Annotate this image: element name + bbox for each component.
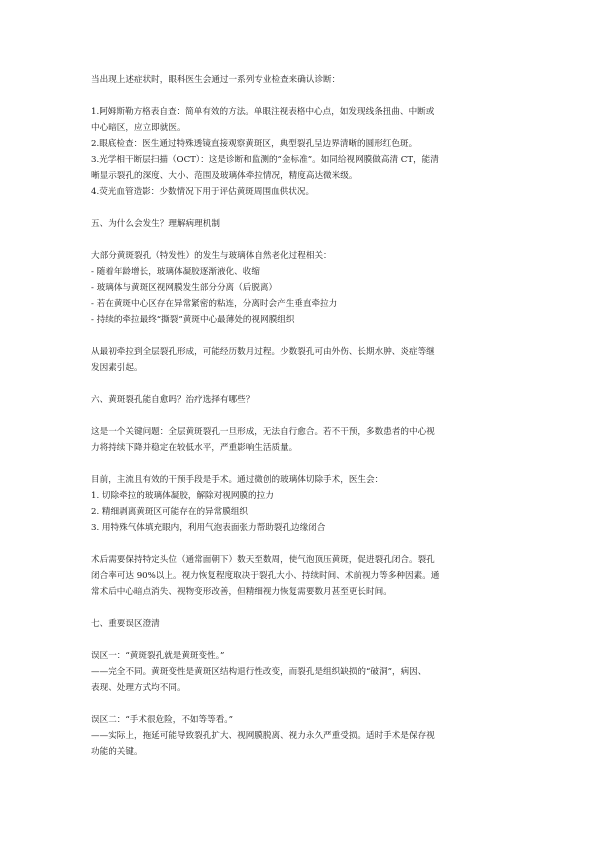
section-6-paragraph-2-line-3: 常术后中心暗点消失、视物变形改善，但精细视力恢复需要数月甚至更长时间。 xyxy=(91,587,392,597)
bullet-item: - 随着年龄增长，玻璃体凝胶逐渐液化、收缩 xyxy=(91,267,260,277)
section-5-paragraph-line-2: 发因素引起。 xyxy=(91,363,143,373)
spacer xyxy=(91,696,509,712)
exam-item-1-line-2: 中心暗区，应立即就医。 xyxy=(91,123,186,133)
myth-2-answer-line-2: 功能的关键。 xyxy=(91,747,143,757)
section-6-lead: 目前，主流且有效的干预手段是手术。通过微创的玻璃体切除手术，医生会： xyxy=(91,475,384,485)
bullet-item: - 玻璃体与黄斑区视网膜发生部分分离（后脱离） xyxy=(91,283,278,293)
section-6-paragraph-1-line-1: 这是一个关键问题：全层黄斑裂孔一旦形成，无法自行愈合。若不干预，多数患者的中心视 xyxy=(91,427,435,437)
exam-item-2: 2.眼底检查：医生通过特殊透镜直接观察黄斑区，典型裂孔呈边界清晰的圆形红色斑。 xyxy=(91,139,418,149)
surgery-step-list xyxy=(91,488,509,536)
section-5-lead: 大部分黄斑裂孔（特发性）的发生与玻璃体自然老化过程相关： xyxy=(91,251,332,261)
section-5-paragraph-line-1: 从最初牵拉到全层裂孔形成，可能经历数月过程。少数裂孔可由外伤、长期水肿、炎症等继 xyxy=(91,347,435,357)
section-6-heading: 六、黄斑裂孔能自愈吗？治疗选择有哪些？ xyxy=(91,395,255,405)
myth-1-answer-line-1: ——完全不同。黄斑变性是黄斑区结构退行性改变，而裂孔是组织缺损的“破洞”，病因、 xyxy=(91,667,427,677)
myth-2-answer-line-1: ——实际上，拖延可能导致裂孔扩大、视网膜脱离、视力永久严重受损。适时手术是保存视 xyxy=(91,731,435,741)
bullet-item: - 若在黄斑中心区存在异常紧密的粘连，分离时会产生垂直牵拉力 xyxy=(91,299,338,309)
myth-2-title: 误区二：“手术很危险，不如等等看。” xyxy=(91,715,233,725)
section-6-paragraph-2-line-1: 术后需要保持特定头位（通常面朝下）数天至数周，使气泡顶压黄斑，促进裂孔闭合。裂孔 xyxy=(91,555,435,565)
myth-1-title: 误区一：“黄斑裂孔就是黄斑变性。” xyxy=(91,651,225,661)
spacer xyxy=(91,600,509,616)
spacer xyxy=(91,376,509,392)
surgery-step: 3. 用特殊气体填充眼内，利用气泡表面张力帮助裂孔边缘闭合 xyxy=(91,523,326,533)
intro-paragraph: 当出现上述症状时，眼科医生会通过一系列专业检查来确认诊断： xyxy=(91,75,341,85)
spacer xyxy=(91,200,509,216)
section-6-paragraph-1-line-2: 力将持续下降并稳定在较低水平，严重影响生活质量。 xyxy=(91,443,298,453)
exam-list xyxy=(91,104,509,200)
document-page xyxy=(91,72,509,760)
spacer xyxy=(91,632,509,648)
spacer xyxy=(91,328,509,344)
spacer xyxy=(91,232,509,248)
section-5-bullet-list xyxy=(91,264,509,328)
spacer xyxy=(91,408,509,424)
surgery-step: 2. 精细剥离黄斑区可能存在的异常膜组织 xyxy=(91,507,249,517)
exam-item-1-line-1: 1.阿姆斯勒方格表自查：简单有效的方法。单眼注视表格中心点，如发现线条扭曲、中断或 xyxy=(91,107,435,117)
spacer xyxy=(91,88,509,104)
spacer xyxy=(91,536,509,552)
exam-item-3-line-2: 晰显示裂孔的深度、大小、范围及玻璃体牵拉情况，精度高达微米级。 xyxy=(91,171,358,181)
section-6-paragraph-2-line-2: 闭合率可达 90%以上。视力恢复程度取决于裂孔大小、持续时间、术前视力等多种因素。通 xyxy=(91,571,440,581)
spacer xyxy=(91,456,509,472)
section-7-heading: 七、重要误区澄清 xyxy=(91,619,160,629)
myth-1-answer-line-2: 表现、处理方式均不同。 xyxy=(91,683,186,693)
section-5-heading: 五、为什么会发生？理解病理机制 xyxy=(91,219,220,229)
surgery-step: 1. 切除牵拉的玻璃体凝胶，解除对视网膜的拉力 xyxy=(91,491,274,501)
exam-item-3-line-1: 3.光学相干断层扫描（OCT）：这是诊断和监测的“金标准”。如同给视网膜做高清 CT，能清 xyxy=(91,155,439,165)
exam-item-4: 4.荧光血管造影：少数情况下用于评估黄斑周围血供状况。 xyxy=(91,187,315,197)
bullet-item: - 持续的牵拉最终“撕裂”黄斑中心最薄处的视网膜组织 xyxy=(91,315,295,325)
